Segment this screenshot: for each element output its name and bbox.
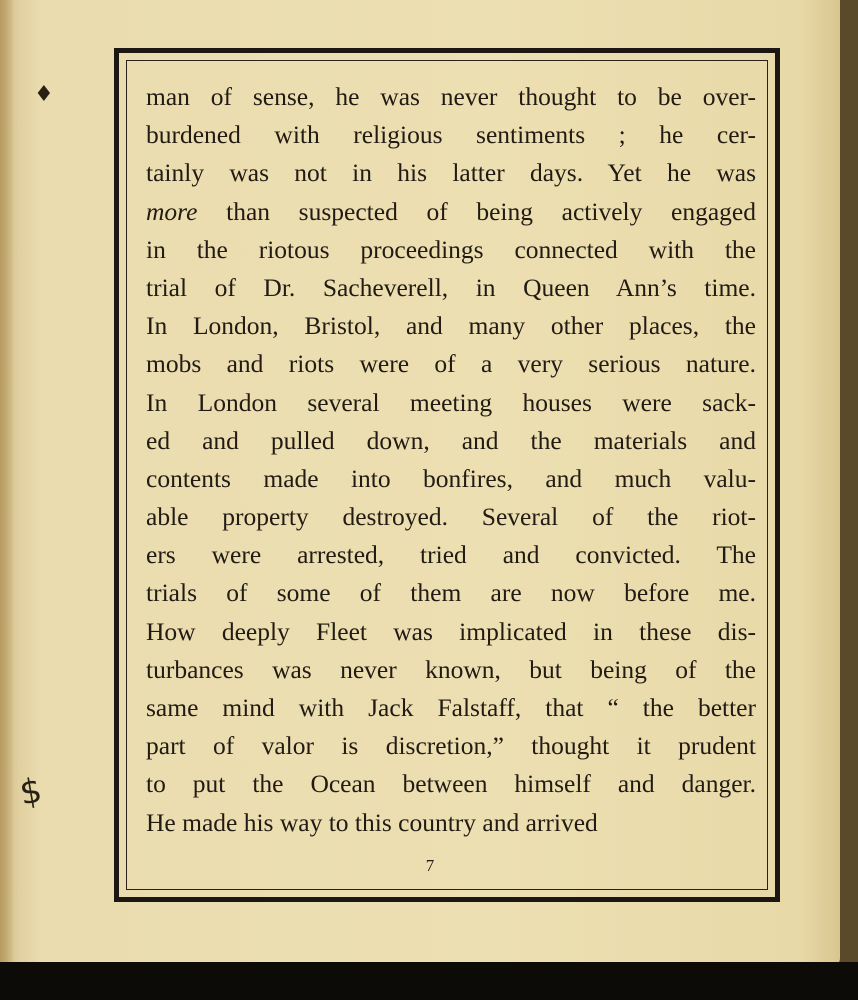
- margin-ink-mark-bottom: $: [16, 770, 45, 814]
- text-line: In London, Bristol, and many other places, the: [146, 311, 756, 341]
- text-line: trials of some of them are now before me.: [146, 578, 756, 608]
- text-line: in the riotous proceedings connected with the: [146, 234, 756, 264]
- page-number: 7: [425, 856, 435, 875]
- text-line: able property destroyed. Several of the riot-: [146, 502, 756, 532]
- text-line: In London several meeting houses were sack-: [146, 387, 756, 417]
- text-line: burdened with religious sentiments ; he cer-: [146, 120, 756, 150]
- text-line: turbances was never known, but being of the: [146, 654, 756, 684]
- text-line: tainly was not in his latter days. Yet he was: [146, 158, 756, 188]
- dark-background-edge: [0, 962, 858, 1000]
- page-gutter-shadow: [0, 0, 14, 968]
- text-line: mobs and riots were of a very serious nature.: [146, 349, 756, 379]
- text-line: trial of Dr. Sacheverell, in Queen Ann’s time.: [146, 272, 756, 302]
- text-line: man of sense, he was never thought to be over-: [146, 82, 756, 111]
- text-line: How deeply Fleet was implicated in these dis-: [146, 616, 756, 646]
- text-line: [146, 193, 756, 231]
- italic-emphasis: more: [146, 196, 198, 226]
- body-text: [146, 78, 756, 842]
- text-line: same mind with Jack Falstaff, that “ the better: [146, 693, 756, 722]
- text-line: part of valor is discretion,” thought it prudent: [146, 731, 756, 761]
- text-line: He made his way to this country and arrived: [146, 807, 598, 837]
- text-line-rest: than suspected of being actively engaged: [226, 196, 756, 226]
- text-line: ers were arrested, tried and convicted. The: [146, 540, 756, 570]
- text-line: ed and pulled down, and the materials and: [146, 425, 756, 455]
- text-line: contents made into bonfires, and much valu-: [146, 463, 756, 493]
- text-line: to put the Ocean between himself and danger.: [146, 769, 756, 799]
- margin-ink-mark-top: ♦: [34, 82, 54, 107]
